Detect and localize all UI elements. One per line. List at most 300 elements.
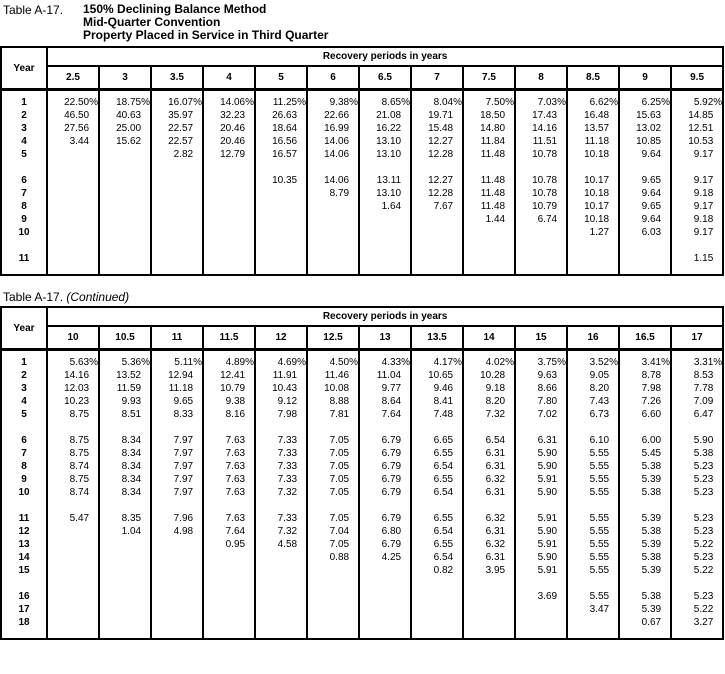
year-cell: 5 (1, 148, 47, 161)
table2-continued-label: (Continued) (66, 290, 130, 304)
year-cell: 11 (1, 252, 47, 265)
table-row (1, 135, 723, 148)
spacer-cell (307, 499, 359, 512)
table-row (1, 434, 723, 447)
rate-cell (47, 252, 99, 265)
recovery-periods-header: Recovery periods in years (47, 307, 723, 326)
rate-cell: 5.90 (515, 525, 567, 538)
rate-cell (99, 603, 151, 616)
rate-cell: 6.79 (359, 434, 411, 447)
rate-cell: 14.06% (203, 96, 255, 109)
rate-cell: 6.31 (463, 525, 515, 538)
spacer-cell (411, 499, 463, 512)
rate-cell (99, 538, 151, 551)
year-cell: 18 (1, 616, 47, 629)
rate-cell: 6.62% (567, 96, 619, 109)
rate-cell: 20.46 (203, 135, 255, 148)
rate-cell: 12.51 (671, 122, 723, 135)
rate-cell: 3.41% (619, 356, 671, 369)
spacer-cell (359, 629, 411, 639)
rate-cell: 9.64 (619, 213, 671, 226)
rate-cell (47, 616, 99, 629)
year-cell: 15 (1, 564, 47, 577)
spacer-cell (359, 499, 411, 512)
rate-cell: 16.07% (151, 96, 203, 109)
rate-cell: 14.06 (307, 148, 359, 161)
rate-cell: 6.79 (359, 460, 411, 473)
rate-cell: 5.38 (619, 590, 671, 603)
rate-cell (99, 616, 151, 629)
period-header: 11 (151, 326, 203, 350)
rate-cell: 9.17 (671, 174, 723, 187)
spacer-cell (307, 629, 359, 639)
spacer-cell (515, 577, 567, 590)
rate-cell: 35.97 (151, 109, 203, 122)
rate-cell: 8.34 (99, 434, 151, 447)
rate-cell: 14.06 (307, 174, 359, 187)
spacer-cell (255, 499, 307, 512)
rate-cell (515, 616, 567, 629)
rate-cell: 13.57 (567, 122, 619, 135)
rate-cell: 5.63% (47, 356, 99, 369)
spacer-cell (1, 577, 47, 590)
rate-cell: 6.79 (359, 473, 411, 486)
table1-title-block (0, 0, 725, 46)
rate-cell (411, 213, 463, 226)
rate-cell: 8.78 (619, 369, 671, 382)
rate-cell (99, 226, 151, 239)
rate-cell: 2.82 (151, 148, 203, 161)
rate-cell: 22.57 (151, 135, 203, 148)
rate-cell (151, 538, 203, 551)
period-header: 12 (255, 326, 307, 350)
rate-cell (203, 200, 255, 213)
spacer-cell (411, 161, 463, 174)
rate-cell: 5.55 (567, 525, 619, 538)
rate-cell (307, 603, 359, 616)
rate-cell: 18.75% (99, 96, 151, 109)
spacer-cell (255, 239, 307, 252)
year-cell: 12 (1, 525, 47, 538)
rate-cell: 6.55 (411, 538, 463, 551)
rate-cell: 0.82 (411, 564, 463, 577)
rate-cell: 6.80 (359, 525, 411, 538)
rate-cell (255, 603, 307, 616)
spacer-cell (359, 421, 411, 434)
spacer-cell (47, 577, 99, 590)
spacer-cell (255, 161, 307, 174)
rate-cell: 10.53 (671, 135, 723, 148)
rate-cell: 3.44 (47, 135, 99, 148)
rate-cell (203, 590, 255, 603)
rate-cell (307, 564, 359, 577)
rate-cell: 18.64 (255, 122, 307, 135)
rate-cell: 6.03 (619, 226, 671, 239)
period-header: 15 (515, 326, 567, 350)
rate-cell: 11.04 (359, 369, 411, 382)
rate-cell: 9.18 (463, 382, 515, 395)
rate-cell: 7.63 (203, 512, 255, 525)
rate-cell (359, 616, 411, 629)
rate-cell: 32.23 (203, 109, 255, 122)
spacer-cell (515, 239, 567, 252)
rate-cell: 10.18 (567, 187, 619, 200)
table2-label-block (0, 286, 725, 306)
rate-cell: 5.45 (619, 447, 671, 460)
rate-cell: 14.80 (463, 122, 515, 135)
year-cell: 8 (1, 460, 47, 473)
rate-cell: 21.08 (359, 109, 411, 122)
period-header: 3 (99, 66, 151, 90)
depreciation-table-part1 (0, 46, 724, 276)
rate-cell: 9.65 (619, 174, 671, 187)
rate-cell (307, 590, 359, 603)
rate-cell: 6.79 (359, 447, 411, 460)
table-row (1, 226, 723, 239)
table-row (1, 187, 723, 200)
rate-cell: 9.64 (619, 187, 671, 200)
year-cell: 17 (1, 603, 47, 616)
rate-cell: 13.52 (99, 369, 151, 382)
spacer-cell (619, 629, 671, 639)
rate-cell (203, 213, 255, 226)
rate-cell: 12.27 (411, 135, 463, 148)
spacer-cell (463, 499, 515, 512)
rate-cell: 4.98 (151, 525, 203, 538)
rate-cell: 7.97 (151, 447, 203, 460)
rate-cell (151, 252, 203, 265)
period-header: 3.5 (151, 66, 203, 90)
rate-cell: 3.69 (515, 590, 567, 603)
rate-cell: 9.38 (203, 395, 255, 408)
rate-cell: 5.39 (619, 473, 671, 486)
rate-cell (411, 603, 463, 616)
year-cell: 1 (1, 356, 47, 369)
period-header: 16 (567, 326, 619, 350)
rate-cell: 7.97 (151, 460, 203, 473)
rate-cell (151, 603, 203, 616)
rate-cell: 3.52% (567, 356, 619, 369)
table-row (1, 616, 723, 629)
rate-cell (47, 525, 99, 538)
rate-cell: 5.23 (671, 473, 723, 486)
period-header: 13 (359, 326, 411, 350)
period-header: 9.5 (671, 66, 723, 90)
rate-cell: 7.05 (307, 447, 359, 460)
rate-cell: 5.90 (671, 434, 723, 447)
rate-cell: 6.54 (411, 460, 463, 473)
rate-cell: 6.73 (567, 408, 619, 421)
spacer-cell (567, 265, 619, 275)
year-cell: 13 (1, 538, 47, 551)
rate-cell: 7.64 (359, 408, 411, 421)
rate-cell (47, 200, 99, 213)
rate-cell: 6.79 (359, 486, 411, 499)
spacer-cell (203, 239, 255, 252)
table-row (1, 551, 723, 564)
rate-cell: 13.11 (359, 174, 411, 187)
spacer-cell (567, 629, 619, 639)
spacer-cell (463, 629, 515, 639)
spacer-cell (47, 421, 99, 434)
rate-cell: 7.98 (255, 408, 307, 421)
rate-cell: 5.91 (515, 564, 567, 577)
spacer-cell (307, 161, 359, 174)
rate-cell: 5.23 (671, 486, 723, 499)
rate-cell: 5.23 (671, 551, 723, 564)
period-header: 8 (515, 66, 567, 90)
rate-cell: 5.38 (619, 525, 671, 538)
rate-cell: 7.05 (307, 434, 359, 447)
rate-cell: 5.92% (671, 96, 723, 109)
rate-cell: 8.74 (47, 460, 99, 473)
rate-cell: 7.43 (567, 395, 619, 408)
rate-cell: 11.18 (151, 382, 203, 395)
rate-cell: 11.91 (255, 369, 307, 382)
year-column-header: Year (1, 307, 47, 350)
spacer-cell (203, 577, 255, 590)
rate-cell: 7.64 (203, 525, 255, 538)
rate-cell (359, 603, 411, 616)
rate-cell: 5.39 (619, 512, 671, 525)
spacer-cell (151, 629, 203, 639)
rate-cell (307, 226, 359, 239)
rate-cell (203, 603, 255, 616)
rate-cell: 5.23 (671, 590, 723, 603)
rate-cell: 10.79 (515, 200, 567, 213)
year-cell: 1 (1, 96, 47, 109)
rate-cell: 5.90 (515, 551, 567, 564)
spacer-cell (99, 577, 151, 590)
rate-cell: 5.22 (671, 538, 723, 551)
rate-cell: 9.65 (619, 200, 671, 213)
rate-cell: 5.55 (567, 486, 619, 499)
depreciation-table-part2 (0, 306, 724, 640)
spacer-cell (567, 577, 619, 590)
spacer-cell (619, 265, 671, 275)
table-row (1, 369, 723, 382)
spacer-cell (151, 265, 203, 275)
rate-cell (47, 213, 99, 226)
rate-cell: 3.95 (463, 564, 515, 577)
year-column-header: Year (1, 47, 47, 90)
spacer-cell (411, 629, 463, 639)
rate-cell: 10.18 (567, 148, 619, 161)
rate-cell: 6.79 (359, 512, 411, 525)
rate-cell: 11.48 (463, 174, 515, 187)
rate-cell: 6.54 (463, 434, 515, 447)
rate-cell: 5.91 (515, 512, 567, 525)
rate-cell: 6.60 (619, 408, 671, 421)
rate-cell: 6.55 (411, 512, 463, 525)
rate-cell: 8.20 (567, 382, 619, 395)
spacer-cell (47, 499, 99, 512)
spacer-cell (99, 499, 151, 512)
rate-cell: 16.57 (255, 148, 307, 161)
period-header: 9 (619, 66, 671, 90)
rate-cell: 12.27 (411, 174, 463, 187)
rate-cell (463, 590, 515, 603)
rate-cell (567, 252, 619, 265)
rate-cell: 5.90 (515, 447, 567, 460)
rate-cell: 1.04 (99, 525, 151, 538)
rate-cell (307, 213, 359, 226)
table-row (1, 525, 723, 538)
period-header: 7 (411, 66, 463, 90)
rate-cell: 3.31% (671, 356, 723, 369)
rate-cell (359, 252, 411, 265)
spacer-cell (1, 629, 47, 639)
spacer-cell (411, 421, 463, 434)
rate-cell: 7.09 (671, 395, 723, 408)
rate-cell (47, 603, 99, 616)
rate-cell: 8.64 (359, 395, 411, 408)
rate-cell: 5.38 (619, 551, 671, 564)
spacer-cell (255, 629, 307, 639)
rate-cell (99, 213, 151, 226)
spacer-cell (47, 629, 99, 639)
rate-cell: 6.31 (515, 434, 567, 447)
rate-cell (515, 226, 567, 239)
rate-cell (203, 174, 255, 187)
spacer-cell (567, 161, 619, 174)
year-cell: 3 (1, 382, 47, 395)
rate-cell: 40.63 (99, 109, 151, 122)
rate-cell (47, 148, 99, 161)
rate-cell: 8.53 (671, 369, 723, 382)
period-header: 17 (671, 326, 723, 350)
rate-cell (47, 187, 99, 200)
rate-cell: 5.55 (567, 564, 619, 577)
rate-cell: 7.26 (619, 395, 671, 408)
rate-cell: 11.48 (463, 200, 515, 213)
spacer-cell (359, 577, 411, 590)
rate-cell: 6.10 (567, 434, 619, 447)
rate-cell: 12.94 (151, 369, 203, 382)
rate-cell (203, 226, 255, 239)
spacer-cell (515, 421, 567, 434)
rate-cell: 12.28 (411, 148, 463, 161)
year-cell: 4 (1, 135, 47, 148)
spacer-cell (203, 265, 255, 275)
table-row (1, 174, 723, 187)
rate-cell: 7.96 (151, 512, 203, 525)
rate-cell: 10.23 (47, 395, 99, 408)
spacer-cell (47, 161, 99, 174)
period-header: 5 (255, 66, 307, 90)
year-cell: 3 (1, 122, 47, 135)
rate-cell (203, 564, 255, 577)
spacer-cell (151, 577, 203, 590)
rate-cell (47, 538, 99, 551)
rate-cell: 0.88 (307, 551, 359, 564)
table-row (1, 395, 723, 408)
rate-cell: 6.32 (463, 538, 515, 551)
rate-cell (99, 148, 151, 161)
spacer-cell (567, 239, 619, 252)
rate-cell: 5.23 (671, 460, 723, 473)
rate-cell: 6.55 (411, 447, 463, 460)
rate-cell: 7.05 (307, 486, 359, 499)
rate-cell: 0.95 (203, 538, 255, 551)
rate-cell: 6.32 (463, 512, 515, 525)
rate-cell: 12.41 (203, 369, 255, 382)
rate-cell (307, 200, 359, 213)
rate-cell: 5.39 (619, 538, 671, 551)
year-cell: 7 (1, 447, 47, 460)
period-header: 2.5 (47, 66, 99, 90)
rate-cell: 8.34 (99, 447, 151, 460)
rate-cell (567, 616, 619, 629)
rate-cell: 5.38 (619, 486, 671, 499)
rate-cell: 11.59 (99, 382, 151, 395)
spacer-cell (255, 265, 307, 275)
year-cell: 11 (1, 512, 47, 525)
rate-cell: 25.00 (99, 122, 151, 135)
rate-cell (255, 226, 307, 239)
rate-cell: 7.05 (307, 538, 359, 551)
rate-cell: 14.85 (671, 109, 723, 122)
rate-cell: 7.67 (411, 200, 463, 213)
rate-cell: 7.05 (307, 460, 359, 473)
period-header: 14 (463, 326, 515, 350)
rate-cell: 7.04 (307, 525, 359, 538)
rate-cell: 8.88 (307, 395, 359, 408)
recovery-periods-header: Recovery periods in years (47, 47, 723, 66)
rate-cell: 7.02 (515, 408, 567, 421)
rate-cell: 4.17% (411, 356, 463, 369)
rate-cell: 7.32 (255, 525, 307, 538)
table1-title-line2: Mid-Quarter Convention (83, 15, 221, 29)
rate-cell: 10.78 (515, 148, 567, 161)
year-cell: 5 (1, 408, 47, 421)
rate-cell: 6.54 (411, 551, 463, 564)
rate-cell: 11.48 (463, 187, 515, 200)
rate-cell (203, 551, 255, 564)
spacer-cell (203, 499, 255, 512)
rate-cell: 9.77 (359, 382, 411, 395)
rate-cell: 5.55 (567, 460, 619, 473)
spacer-cell (463, 161, 515, 174)
rate-cell (359, 226, 411, 239)
rate-cell: 11.51 (515, 135, 567, 148)
table-row (1, 408, 723, 421)
rate-cell (255, 200, 307, 213)
spacer-cell (463, 239, 515, 252)
rate-cell: 5.91 (515, 473, 567, 486)
rate-cell (47, 564, 99, 577)
period-header: 11.5 (203, 326, 255, 350)
rate-cell (151, 213, 203, 226)
rate-cell: 10.17 (567, 200, 619, 213)
spacer-cell (307, 577, 359, 590)
table1-title-line3: Property Placed in Service in Third Quarter (83, 28, 329, 42)
spacer-cell (463, 265, 515, 275)
period-header: 16.5 (619, 326, 671, 350)
period-header: 4 (203, 66, 255, 90)
spacer-cell (359, 265, 411, 275)
rate-cell: 7.33 (255, 460, 307, 473)
rate-cell: 8.41 (411, 395, 463, 408)
rate-cell: 10.43 (255, 382, 307, 395)
rate-cell: 8.20 (463, 395, 515, 408)
year-cell: 16 (1, 590, 47, 603)
spacer-cell (151, 499, 203, 512)
spacer-cell (99, 161, 151, 174)
rate-cell: 9.17 (671, 148, 723, 161)
table-row (1, 382, 723, 395)
rate-cell: 27.56 (47, 122, 99, 135)
